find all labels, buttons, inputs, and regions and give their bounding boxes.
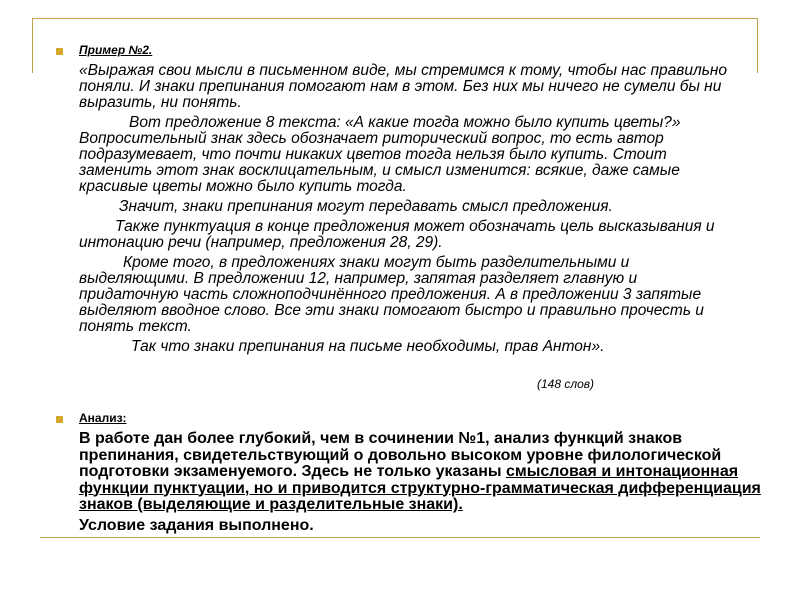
word-count: (148 слов) (537, 377, 595, 391)
quote-paragraph-3: Значит, знаки препинания могут передавать смысл предложения. (119, 198, 613, 215)
analysis-body (79, 431, 769, 534)
analysis-conclusion: Условие задания выполнено. (79, 516, 314, 534)
top-border-line (32, 18, 758, 19)
quote-paragraph-4: Также пунктуация в конце предложения может обозначать цель высказывания и интонацию речи (например, предложения 28, 29). (79, 218, 715, 251)
quote-paragraph-1: «Выражая свои мысли в письменном виде, мы стремимся к тому, чтобы нас правильно поняли. И знаки препинания помогают нам в этом. Без них мы ничего не сумели бы ни выразить, ни понять. (79, 62, 728, 111)
bottom-border-line (40, 537, 760, 538)
analysis-heading: Анализ: (79, 411, 127, 425)
quote-paragraph-2: Вот предложение 8 текста: «А какие тогда можно было купить цветы?» Вопросительный знак здесь обозначает риторический вопрос, то есть автор подразумевает, что почти никаких цветов тогда нельзя было купить. Стоит заменить этот знак восклицательным, и смысл изменится: всякие, даже самые красивые цветы можно было купить тогда. (79, 114, 681, 195)
quote-paragraph-5: Кроме того, в предложениях знаки могут быть разделительными и выделяющими. В предложении 12, например, запятая разделяет главную и придаточную часть сложноподчинённого предложения. А в предложении 3 запятые выделяют вводное слово. Все эти знаки помогают быстро и правильно прочесть и понять текст. (79, 254, 704, 335)
analysis-paragraph (79, 431, 769, 514)
bullet-icon (56, 416, 63, 423)
quote-paragraph-6: Так что знаки препинания на письме необходимы, прав Антон». (131, 338, 605, 355)
analysis-underlined-text: смысловая и интонационная функции пунктуации, но и приводится структурно-грамматическая дифференциация знаков (выделяющие и разделительные знаки). (79, 463, 761, 513)
example-quote (79, 63, 739, 359)
right-border-line (757, 18, 758, 73)
analysis-text: В работе дан более глубокий, чем в сочинении №1, анализ функций знаков препинания, свидетельствующий о довольно высоком уровне филологической подготовки экзаменуемого. Здесь не только указаны (79, 430, 722, 480)
bullet-icon (56, 48, 63, 55)
left-border-line (32, 18, 33, 73)
example-heading: Пример №2. (79, 43, 153, 57)
